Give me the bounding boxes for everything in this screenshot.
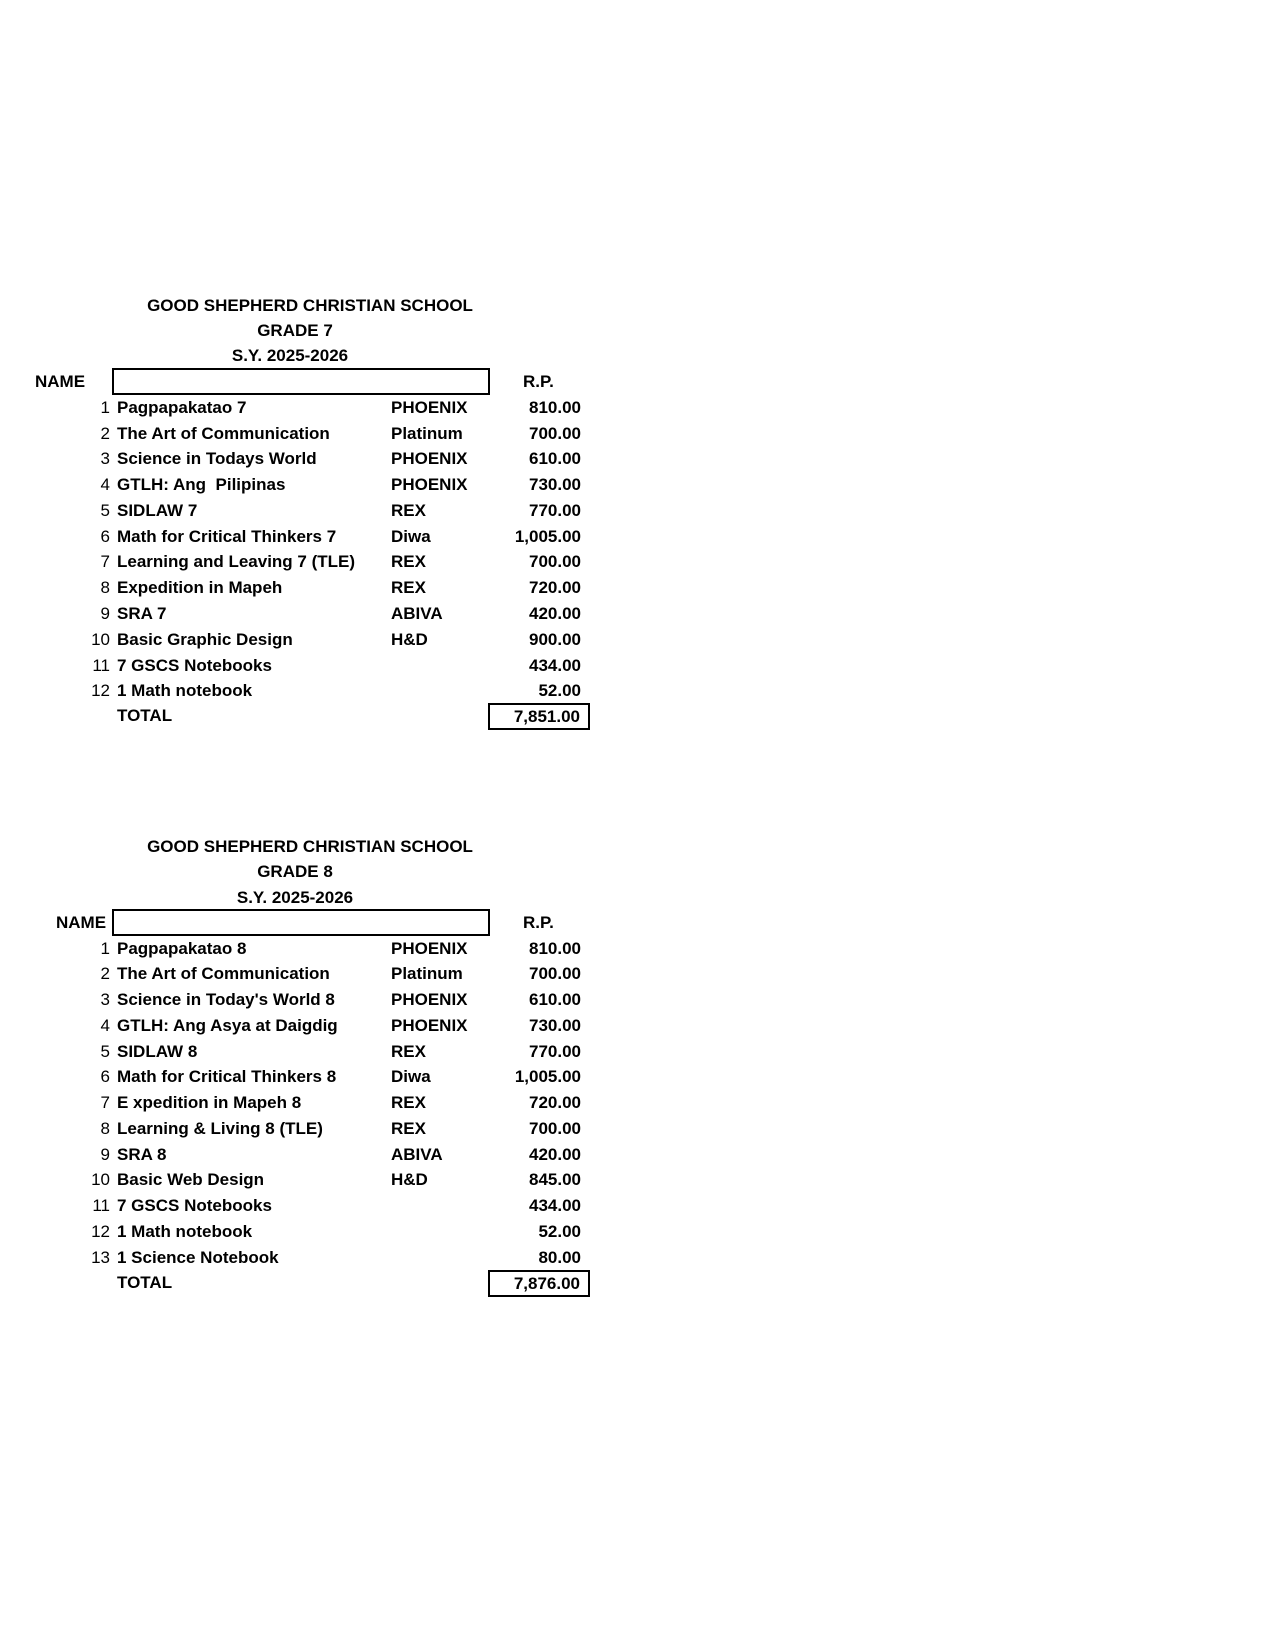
item-price: 52.00 bbox=[538, 681, 581, 700]
school-name: GOOD SHEPHERD CHRISTIAN SCHOOL bbox=[147, 837, 473, 856]
item-title: The Art of Communication bbox=[117, 964, 330, 983]
item-title: 7 GSCS Notebooks bbox=[117, 656, 272, 675]
item-price: 610.00 bbox=[529, 990, 581, 1009]
item-number: 3 bbox=[100, 990, 110, 1009]
item-price: 1,005.00 bbox=[514, 527, 581, 546]
total-label: TOTAL bbox=[117, 1273, 173, 1292]
item-number: 11 bbox=[92, 656, 110, 675]
item-publisher: H&D bbox=[391, 1170, 428, 1189]
name-field[interactable] bbox=[112, 909, 490, 936]
item-publisher: REX bbox=[391, 578, 426, 597]
table-row bbox=[0, 1170, 620, 1190]
table-row bbox=[0, 1196, 620, 1216]
total-value: 7,876.00 bbox=[488, 1270, 590, 1297]
item-number: 8 bbox=[100, 578, 110, 597]
table-row bbox=[0, 501, 620, 521]
item-number: 4 bbox=[100, 475, 110, 494]
item-number: 5 bbox=[100, 1042, 110, 1061]
item-publisher: ABIVA bbox=[391, 604, 443, 623]
item-number: 1 bbox=[100, 398, 110, 417]
item-title: Math for Critical Thinkers 8 bbox=[117, 1067, 337, 1086]
item-price: 80.00 bbox=[538, 1248, 581, 1267]
school-name: GOOD SHEPHERD CHRISTIAN SCHOOL bbox=[147, 296, 473, 315]
item-number: 10 bbox=[91, 630, 110, 649]
item-publisher: PHOENIX bbox=[391, 475, 468, 494]
price-header: R.P. bbox=[523, 913, 554, 932]
item-price: 845.00 bbox=[529, 1170, 581, 1189]
item-number: 12 bbox=[91, 681, 110, 700]
item-price: 700.00 bbox=[529, 552, 581, 571]
item-price: 730.00 bbox=[529, 1016, 581, 1035]
item-publisher: PHOENIX bbox=[391, 939, 468, 958]
table-row bbox=[0, 475, 620, 495]
table-row bbox=[0, 1119, 620, 1139]
item-title: Math for Critical Thinkers 7 bbox=[117, 527, 337, 546]
name-label: NAME bbox=[35, 372, 86, 391]
item-title: SRA 7 bbox=[117, 604, 167, 623]
item-price: 1,005.00 bbox=[514, 1067, 581, 1086]
table-row bbox=[0, 1016, 620, 1036]
item-title: SRA 8 bbox=[117, 1145, 167, 1164]
item-title: SIDLAW 7 bbox=[117, 501, 198, 520]
item-price: 720.00 bbox=[529, 1093, 581, 1112]
item-publisher: Diwa bbox=[391, 1067, 431, 1086]
item-title: SIDLAW 8 bbox=[117, 1042, 198, 1061]
table-row bbox=[0, 990, 620, 1010]
item-title: Basic Web Design bbox=[117, 1170, 265, 1189]
item-number: 11 bbox=[92, 1196, 110, 1215]
school-year: S.Y. 2025-2026 bbox=[231, 346, 349, 365]
item-title: Expedition in Mapeh bbox=[117, 578, 283, 597]
item-price: 420.00 bbox=[529, 604, 581, 623]
item-number: 2 bbox=[100, 424, 110, 443]
table-row bbox=[0, 1222, 620, 1242]
item-price: 700.00 bbox=[529, 424, 581, 443]
grade-label: GRADE 8 bbox=[257, 862, 333, 881]
table-row bbox=[0, 578, 620, 598]
item-number: 9 bbox=[100, 1145, 110, 1164]
item-number: 7 bbox=[100, 552, 110, 571]
table-row bbox=[0, 1042, 620, 1062]
item-title: Basic Graphic Design bbox=[117, 630, 293, 649]
item-publisher: Platinum bbox=[391, 964, 463, 983]
item-title: 1 Math notebook bbox=[117, 681, 253, 700]
table-row bbox=[0, 398, 620, 418]
item-publisher: REX bbox=[391, 1093, 426, 1112]
item-title: Science in Todays World bbox=[117, 449, 317, 468]
item-publisher: REX bbox=[391, 552, 426, 571]
item-number: 8 bbox=[100, 1119, 110, 1138]
item-title: The Art of Communication bbox=[117, 424, 330, 443]
item-title: Learning and Leaving 7 (TLE) bbox=[117, 552, 356, 571]
item-publisher: ABIVA bbox=[391, 1145, 443, 1164]
table-row bbox=[0, 939, 620, 959]
item-number: 7 bbox=[100, 1093, 110, 1112]
total-label: TOTAL bbox=[117, 706, 173, 725]
item-number: 4 bbox=[100, 1016, 110, 1035]
item-publisher: Platinum bbox=[391, 424, 463, 443]
item-price: 770.00 bbox=[529, 1042, 581, 1061]
item-price: 730.00 bbox=[529, 475, 581, 494]
name-field[interactable] bbox=[112, 368, 490, 395]
item-publisher: REX bbox=[391, 1042, 426, 1061]
item-title: 1 Math notebook bbox=[117, 1222, 253, 1241]
item-publisher: H&D bbox=[391, 630, 428, 649]
item-title: Science in Today's World 8 bbox=[117, 990, 335, 1009]
table-row bbox=[0, 604, 620, 624]
table-row bbox=[0, 1248, 620, 1268]
item-title: GTLH: Ang Asya at Daigdig bbox=[117, 1016, 338, 1035]
item-number: 12 bbox=[91, 1222, 110, 1241]
table-row bbox=[0, 424, 620, 444]
table-row bbox=[0, 552, 620, 572]
item-number: 1 bbox=[100, 939, 110, 958]
table-row bbox=[0, 1067, 620, 1087]
item-price: 700.00 bbox=[529, 1119, 581, 1138]
grade-label: GRADE 7 bbox=[257, 321, 333, 340]
table-row bbox=[0, 964, 620, 984]
total-value: 7,851.00 bbox=[488, 703, 590, 730]
item-publisher: REX bbox=[391, 1119, 426, 1138]
item-price: 610.00 bbox=[529, 449, 581, 468]
item-number: 3 bbox=[100, 449, 110, 468]
item-price: 770.00 bbox=[529, 501, 581, 520]
item-title: Pagpapakatao 7 bbox=[117, 398, 247, 417]
item-number: 10 bbox=[91, 1170, 110, 1189]
item-title: 7 GSCS Notebooks bbox=[117, 1196, 272, 1215]
table-row bbox=[0, 656, 620, 676]
item-price: 720.00 bbox=[529, 578, 581, 597]
item-price: 810.00 bbox=[529, 398, 581, 417]
item-publisher: PHOENIX bbox=[391, 398, 468, 417]
table-row bbox=[0, 1093, 620, 1113]
item-price: 434.00 bbox=[529, 656, 581, 675]
school-year: S.Y. 2025-2026 bbox=[236, 888, 354, 907]
item-title: Learning & Living 8 (TLE) bbox=[117, 1119, 323, 1138]
item-number: 2 bbox=[100, 964, 110, 983]
item-title: Pagpapakatao 8 bbox=[117, 939, 247, 958]
item-title: 1 Science Notebook bbox=[117, 1248, 279, 1267]
item-price: 434.00 bbox=[529, 1196, 581, 1215]
table-row bbox=[0, 630, 620, 650]
item-price: 52.00 bbox=[538, 1222, 581, 1241]
item-number: 6 bbox=[100, 1067, 110, 1086]
item-title: E xpedition in Mapeh 8 bbox=[117, 1093, 302, 1112]
item-publisher: Diwa bbox=[391, 527, 431, 546]
price-header: R.P. bbox=[523, 372, 554, 391]
name-label: NAME bbox=[56, 913, 107, 932]
item-publisher: PHOENIX bbox=[391, 1016, 468, 1035]
item-number: 6 bbox=[100, 527, 110, 546]
item-title: GTLH: Ang Pilipinas bbox=[117, 475, 286, 494]
item-publisher: PHOENIX bbox=[391, 990, 468, 1009]
item-price: 700.00 bbox=[529, 964, 581, 983]
item-price: 420.00 bbox=[529, 1145, 581, 1164]
table-row bbox=[0, 449, 620, 469]
table-row bbox=[0, 527, 620, 547]
item-publisher: REX bbox=[391, 501, 426, 520]
item-number: 9 bbox=[100, 604, 110, 623]
item-number: 13 bbox=[91, 1248, 110, 1267]
table-row bbox=[0, 681, 620, 701]
item-price: 810.00 bbox=[529, 939, 581, 958]
item-price: 900.00 bbox=[529, 630, 581, 649]
item-publisher: PHOENIX bbox=[391, 449, 468, 468]
table-row bbox=[0, 1145, 620, 1165]
item-number: 5 bbox=[100, 501, 110, 520]
